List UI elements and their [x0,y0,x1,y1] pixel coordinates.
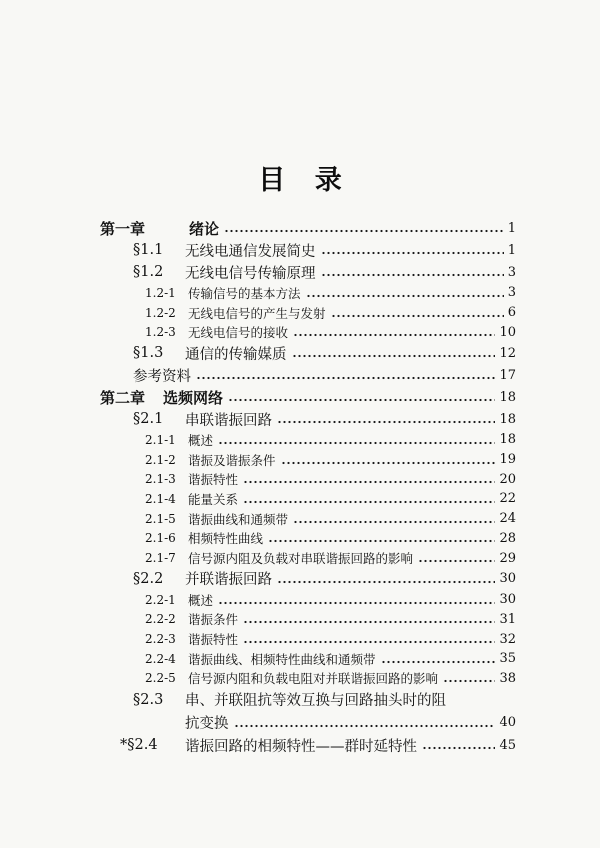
subsection-number: 1.2-1 [145,285,176,300]
subsection-number: 2.1-3 [145,472,176,487]
toc-entry-subsection-2-1-7 [0,548,516,568]
subsection-title: 能量关系 [188,491,239,507]
leader-dots [234,724,496,728]
section-number: §1.3 [133,345,164,362]
subsection-title: 信号源内阻和负载电阻对并联谐振回路的影响 [188,671,439,687]
toc-title: 目 录 [258,165,352,196]
leader-dots [243,620,495,624]
subsection-number: 2.2-3 [145,632,176,647]
toc-entry-subsection-2-2-1 [0,590,516,610]
toc-entry-section-1-3 [0,342,516,364]
toc-entry-subsection-2-2-2 [0,610,516,630]
toc-entry-references-1 [0,364,516,386]
chapter-title: 选频网络 [163,388,224,407]
subsection-number: 1.2-2 [145,305,176,320]
table-of-contents [0,217,516,756]
toc-entry-section-2-4 [0,734,516,756]
page-number: 19 [499,452,516,468]
subsection-title: 无线电信号的产生与发射 [188,305,326,321]
leader-dots [268,539,495,543]
subsection-number: 2.1-5 [145,511,176,526]
page-number: 17 [499,367,516,383]
leader-dots [281,461,496,465]
subsection-number: 2.1-1 [145,432,176,447]
toc-entry-subsection-1-2-1 [0,283,516,303]
chapter-number: 第一章 [100,219,146,238]
page-number: 18 [499,432,516,448]
toc-entry-section-1-1 [0,239,516,261]
page-number: 40 [499,715,516,731]
page-number: 30 [499,571,516,587]
leader-dots [218,601,495,605]
section-title: 谐振回路的相频特性——群时延特性 [185,738,417,755]
page-number: 12 [499,345,516,361]
subsection-number: 2.2-5 [145,671,176,686]
toc-entry-subsection-2-1-2 [0,450,516,470]
page-number: 6 [507,305,516,321]
subsection-title: 相频特性曲线 [188,531,264,547]
leader-dots [277,580,495,584]
subsection-number: 2.2-4 [145,651,176,666]
leader-dots [243,500,495,504]
leader-dots [422,746,495,750]
toc-entry-subsection-2-1-5 [0,509,516,529]
page-number: 38 [499,670,516,686]
leader-dots [293,520,495,524]
leader-dots [228,398,495,402]
subsection-title: 谐振及谐振条件 [188,452,276,468]
toc-entry-section-2-1 [0,408,516,430]
page-number: 45 [499,737,516,753]
toc-entry-subsection-2-1-4 [0,489,516,509]
toc-entry-chapter-1 [0,217,516,239]
leader-dots [218,441,495,445]
subsection-title: 信号源内阻及负载对串联谐振回路的影响 [188,551,414,567]
section-title-line-2: 抗变换 [185,716,229,733]
subsection-number: 2.2-2 [145,612,176,627]
toc-entry-chapter-2 [0,386,516,408]
chapter-number: 第二章 [100,388,146,407]
leader-dots [321,251,504,255]
leader-dots [224,229,504,233]
subsection-title: 无线电信号的接收 [188,325,289,341]
leader-dots [418,559,495,563]
section-title: 串联谐振回路 [185,412,272,429]
leader-dots [277,420,495,424]
page-number: 20 [499,471,516,487]
subsection-number: 2.1-6 [145,531,176,546]
page-number: 10 [499,324,516,340]
leader-dots [243,640,495,644]
leader-dots [243,480,495,484]
subsection-number: 2.1-2 [145,452,176,467]
page-number: 32 [499,631,516,647]
section-number: §1.2 [133,264,164,280]
section-number: §2.2 [133,570,164,587]
leader-dots [293,333,495,337]
subsection-title: 谐振曲线和通频带 [188,511,289,527]
page-number: 3 [507,285,516,301]
subsection-title: 概述 [188,432,214,448]
leader-dots [381,660,496,664]
section-title: 无线电通信发展简史 [185,243,316,260]
references-title: 参考资料 [133,368,191,385]
chapter-title: 绪论 [189,219,220,238]
page-number: 22 [499,491,516,507]
page-number: 18 [499,389,516,405]
toc-entry-section-2-2 [0,568,516,590]
page-number: 30 [499,592,516,608]
subsection-title: 谐振特性 [188,472,239,488]
toc-entry-subsection-2-2-3 [0,629,516,649]
toc-entry-section-1-2 [0,261,516,283]
section-number: *§2.4 [120,737,158,754]
leader-dots [292,354,496,358]
subsection-title: 概述 [188,592,214,608]
subsection-title: 谐振条件 [188,612,239,628]
leader-dots [331,314,504,318]
subsection-title: 传输信号的基本方法 [188,285,301,301]
subsection-number: 2.2-1 [145,592,176,607]
subsection-number: 1.2-3 [145,325,176,340]
subsection-title: 谐振特性 [188,632,239,648]
section-number: §2.1 [133,411,164,428]
subsection-title: 谐振曲线、相频特性曲线和通频带 [188,651,376,667]
section-title: 无线电信号传输原理 [185,265,316,282]
leader-dots [443,679,495,683]
toc-entry-section-2-3 [0,688,516,711]
page-number: 35 [499,651,516,667]
leader-dots [196,376,495,380]
subsection-number: 2.1-4 [145,491,176,506]
toc-entry-subsection-2-2-4 [0,649,516,669]
page-number: 1 [507,242,516,258]
leader-dots [321,273,504,277]
page-number: 3 [507,264,516,280]
section-title: 通信的传输媒质 [185,346,287,363]
toc-entry-subsection-1-2-2 [0,303,516,323]
page-number: 28 [499,530,516,546]
toc-entry-subsection-2-1-1 [0,430,516,450]
section-number: §1.1 [133,242,164,258]
toc-entry-section-2-3-continued [0,711,516,734]
page-number: 29 [499,550,516,566]
page-number: 18 [499,411,516,427]
toc-entry-subsection-2-1-6 [0,529,516,549]
section-number: §2.3 [133,691,164,708]
section-title-line-1: 串、并联阻抗等效互换与回路抽头时的阻 [185,693,446,710]
page-number: 31 [499,611,516,627]
page-number: 1 [507,220,516,236]
toc-entry-subsection-2-2-5 [0,669,516,689]
section-title: 并联谐振回路 [185,572,272,589]
toc-entry-subsection-2-1-3 [0,469,516,489]
page-number: 24 [499,511,516,527]
leader-dots [306,294,504,298]
subsection-number: 2.1-7 [145,551,176,566]
toc-entry-subsection-1-2-3 [0,322,516,342]
